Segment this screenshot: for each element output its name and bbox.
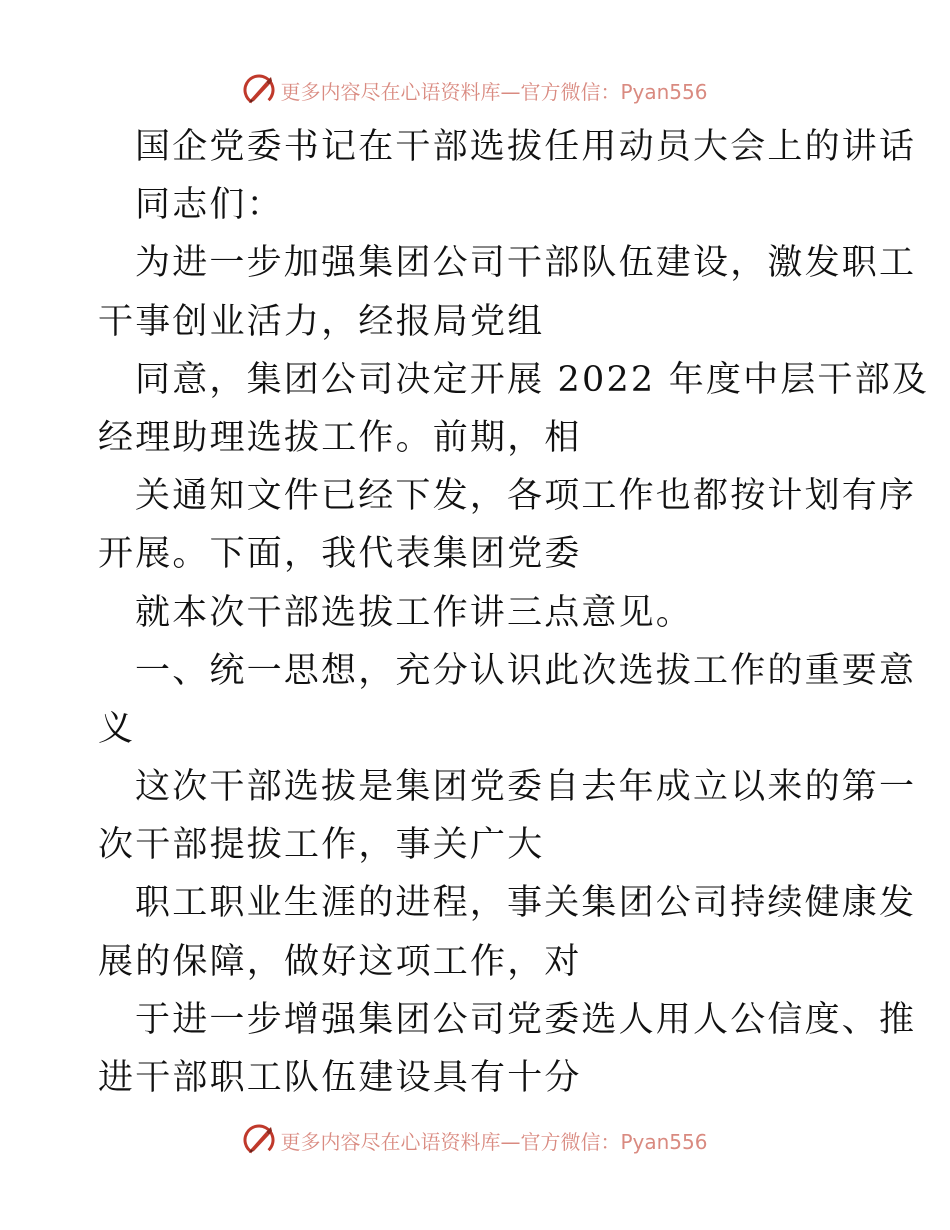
document-body [98, 118, 930, 1107]
paragraph-line: 就本次干部选拔工作讲三点意见。 [135, 592, 694, 633]
paragraph-line: 开展。下面，我代表集团党委 [98, 534, 582, 575]
document-title: 国企党委书记在干部选拔任用动员大会上的讲话 [135, 127, 917, 167]
paragraph-line: 经理助理选拔工作。前期，相 [98, 417, 582, 458]
paragraph-line: 同意，集团公司决定开展 2022 年度中层干部及 [135, 359, 930, 400]
paragraph-line: 于进一步增强集团公司党委选人用人公信度、推 [135, 999, 917, 1040]
section-heading-continuation: 义 [98, 708, 136, 749]
paragraph-line: 为进一步加强集团公司干部队伍建设，激发职工 [135, 243, 917, 284]
paragraph-line: 这次干部选拔是集团党委自去年成立以来的第一 [135, 767, 917, 808]
banner-text: 更多内容尽在心语资料库—官方微信：Pyan556 [280, 79, 708, 104]
salutation: 同志们： [135, 185, 284, 226]
section-heading: 一、统一思想，充分认识此次选拔工作的重要意 [135, 650, 917, 691]
paragraph-line: 次干部提拔工作，事关广大 [98, 825, 545, 866]
quill-logo-icon [242, 1123, 276, 1157]
paragraph-line: 进干部职工队伍建设具有十分 [98, 1058, 582, 1098]
footer-watermark-banner [0, 1120, 950, 1160]
paragraph-line: 干事创业活力，经报局党组 [98, 301, 545, 342]
paragraph-line: 展的保障，做好这项工作，对 [98, 941, 582, 982]
banner-text: 更多内容尽在心语资料库—官方微信：Pyan556 [280, 1129, 708, 1154]
paragraph-line: 职工职业生涯的进程，事关集团公司持续健康发 [135, 883, 917, 924]
quill-logo-icon [242, 73, 276, 107]
paragraph-line: 关通知文件已经下发，各项工作也都按计划有序 [135, 476, 917, 517]
header-watermark-banner [0, 70, 950, 110]
